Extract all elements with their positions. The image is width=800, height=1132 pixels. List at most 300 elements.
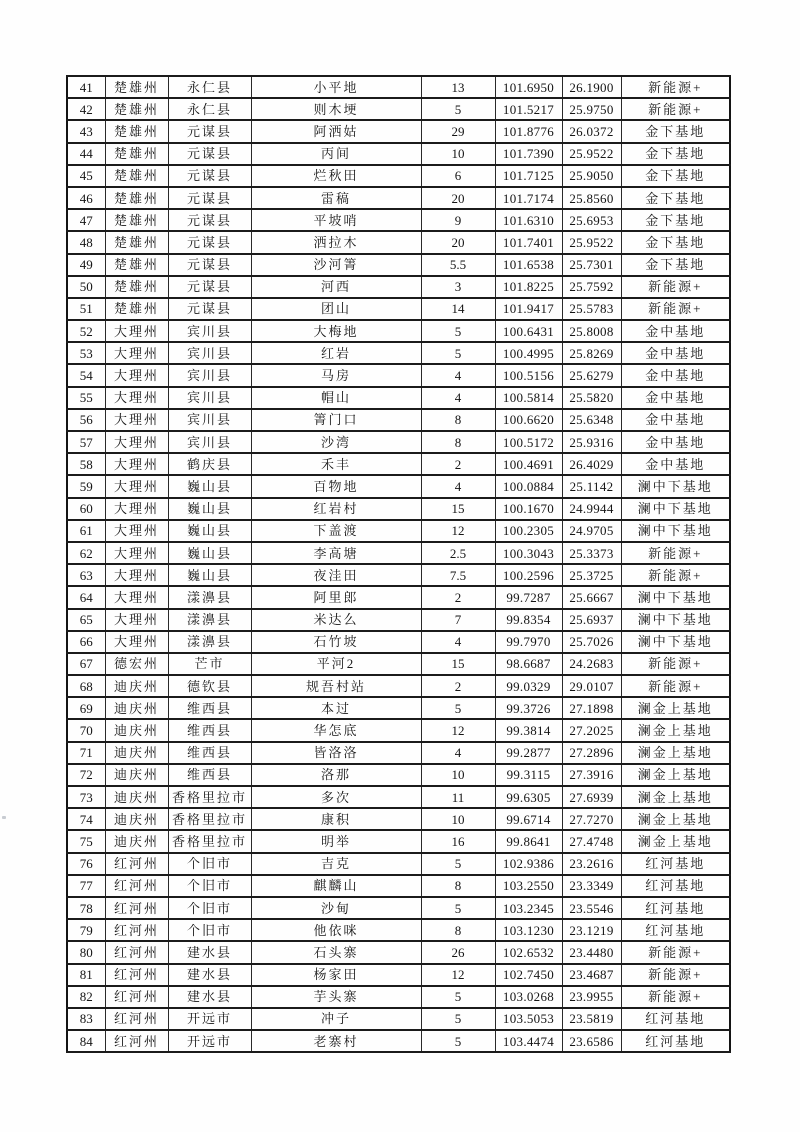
cell-latitude: 23.5819 [562, 1008, 621, 1030]
cell-capacity: 4 [421, 475, 495, 497]
cell-latitude: 23.2616 [562, 853, 621, 875]
cell-capacity: 13 [421, 76, 495, 98]
cell-prefecture: 红河州 [105, 986, 168, 1008]
cell-longitude: 101.7174 [495, 187, 562, 209]
cell-site-name: 河西 [251, 276, 421, 298]
cell-longitude: 100.1670 [495, 498, 562, 520]
cell-latitude: 25.5820 [562, 387, 621, 409]
cell-site-name: 沙湾 [251, 431, 421, 453]
cell-prefecture: 红河州 [105, 853, 168, 875]
cell-latitude: 26.0372 [562, 120, 621, 142]
cell-row-number: 76 [67, 853, 105, 875]
cell-latitude: 25.9050 [562, 165, 621, 187]
cell-category: 金下基地 [621, 143, 730, 165]
cell-capacity: 8 [421, 431, 495, 453]
cell-prefecture: 红河州 [105, 897, 168, 919]
cell-prefecture: 大理州 [105, 364, 168, 386]
cell-capacity: 10 [421, 143, 495, 165]
table-row [67, 808, 730, 830]
cell-site-name: 规吾村站 [251, 675, 421, 697]
cell-site-name: 小平地 [251, 76, 421, 98]
cell-capacity: 9 [421, 209, 495, 231]
cell-category: 新能源+ [621, 653, 730, 675]
cell-longitude: 101.8776 [495, 120, 562, 142]
table-row [67, 320, 730, 342]
cell-capacity: 4 [421, 631, 495, 653]
cell-site-name: 皆洛洛 [251, 742, 421, 764]
cell-prefecture: 大理州 [105, 320, 168, 342]
cell-row-number: 70 [67, 719, 105, 741]
cell-row-number: 59 [67, 475, 105, 497]
table-row [67, 98, 730, 120]
cell-site-name: 红岩村 [251, 498, 421, 520]
cell-prefecture: 红河州 [105, 964, 168, 986]
cell-latitude: 24.9705 [562, 520, 621, 542]
cell-latitude: 23.4687 [562, 964, 621, 986]
cell-latitude: 23.4480 [562, 941, 621, 963]
cell-latitude: 23.1219 [562, 919, 621, 941]
cell-longitude: 100.5172 [495, 431, 562, 453]
cell-latitude: 27.4748 [562, 830, 621, 852]
cell-site-name: 石竹坡 [251, 631, 421, 653]
cell-row-number: 50 [67, 276, 105, 298]
cell-site-name: 洛那 [251, 764, 421, 786]
cell-category: 金中基地 [621, 342, 730, 364]
cell-category: 新能源+ [621, 941, 730, 963]
cell-site-name: 李高塘 [251, 542, 421, 564]
cell-site-name: 康积 [251, 808, 421, 830]
cell-site-name: 夜洼田 [251, 564, 421, 586]
cell-row-number: 67 [67, 653, 105, 675]
cell-site-name: 百物地 [251, 475, 421, 497]
cell-longitude: 99.7970 [495, 631, 562, 653]
cell-latitude: 27.6939 [562, 786, 621, 808]
cell-capacity: 20 [421, 187, 495, 209]
cell-category: 澜中下基地 [621, 609, 730, 631]
cell-latitude: 25.1142 [562, 475, 621, 497]
table-row [67, 897, 730, 919]
cell-category: 澜金上基地 [621, 764, 730, 786]
cell-site-name: 帽山 [251, 387, 421, 409]
cell-site-name: 石头寨 [251, 941, 421, 963]
cell-longitude: 100.6431 [495, 320, 562, 342]
cell-row-number: 45 [67, 165, 105, 187]
cell-longitude: 103.2345 [495, 897, 562, 919]
cell-latitude: 23.9955 [562, 986, 621, 1008]
cell-latitude: 27.2896 [562, 742, 621, 764]
cell-row-number: 74 [67, 808, 105, 830]
cell-site-name: 沙河箐 [251, 254, 421, 276]
cell-capacity: 5 [421, 1008, 495, 1030]
cell-prefecture: 楚雄州 [105, 254, 168, 276]
cell-county: 元谋县 [168, 254, 251, 276]
cell-capacity: 15 [421, 653, 495, 675]
cell-row-number: 46 [67, 187, 105, 209]
cell-latitude: 27.7270 [562, 808, 621, 830]
table-row [67, 564, 730, 586]
cell-row-number: 51 [67, 298, 105, 320]
table-row [67, 276, 730, 298]
cell-capacity: 12 [421, 719, 495, 741]
cell-category: 红河基地 [621, 1008, 730, 1030]
cell-capacity: 16 [421, 830, 495, 852]
cell-county: 香格里拉市 [168, 808, 251, 830]
cell-prefecture: 楚雄州 [105, 276, 168, 298]
cell-latitude: 25.7592 [562, 276, 621, 298]
cell-row-number: 77 [67, 875, 105, 897]
table-row [67, 453, 730, 475]
cell-capacity: 5 [421, 98, 495, 120]
cell-row-number: 82 [67, 986, 105, 1008]
cell-capacity: 4 [421, 364, 495, 386]
cell-category: 新能源+ [621, 964, 730, 986]
cell-county: 元谋县 [168, 187, 251, 209]
cell-longitude: 100.5814 [495, 387, 562, 409]
cell-capacity: 2 [421, 675, 495, 697]
cell-longitude: 101.6538 [495, 254, 562, 276]
cell-row-number: 42 [67, 98, 105, 120]
cell-county: 鹤庆县 [168, 453, 251, 475]
table-row [67, 986, 730, 1008]
cell-prefecture: 楚雄州 [105, 76, 168, 98]
cell-longitude: 101.6950 [495, 76, 562, 98]
cell-row-number: 62 [67, 542, 105, 564]
cell-row-number: 49 [67, 254, 105, 276]
cell-row-number: 44 [67, 143, 105, 165]
cell-prefecture: 楚雄州 [105, 209, 168, 231]
cell-capacity: 2 [421, 586, 495, 608]
cell-county: 个旧市 [168, 853, 251, 875]
cell-category: 新能源+ [621, 298, 730, 320]
cell-row-number: 47 [67, 209, 105, 231]
cell-prefecture: 楚雄州 [105, 187, 168, 209]
cell-row-number: 48 [67, 231, 105, 253]
cell-site-name: 老寨村 [251, 1030, 421, 1052]
cell-latitude: 25.7301 [562, 254, 621, 276]
cell-latitude: 27.1898 [562, 697, 621, 719]
cell-county: 建水县 [168, 986, 251, 1008]
cell-county: 个旧市 [168, 897, 251, 919]
table-row [67, 298, 730, 320]
cell-latitude: 26.1900 [562, 76, 621, 98]
cell-category: 红河基地 [621, 1030, 730, 1052]
table-row [67, 675, 730, 697]
cell-capacity: 5 [421, 1030, 495, 1052]
cell-latitude: 23.5546 [562, 897, 621, 919]
cell-longitude: 100.2305 [495, 520, 562, 542]
cell-prefecture: 迪庆州 [105, 764, 168, 786]
cell-category: 红河基地 [621, 897, 730, 919]
cell-category: 澜中下基地 [621, 520, 730, 542]
cell-prefecture: 大理州 [105, 475, 168, 497]
cell-row-number: 57 [67, 431, 105, 453]
cell-prefecture: 红河州 [105, 875, 168, 897]
cell-site-name: 阿洒姑 [251, 120, 421, 142]
cell-county: 元谋县 [168, 120, 251, 142]
cell-site-name: 平河2 [251, 653, 421, 675]
cell-prefecture: 迪庆州 [105, 719, 168, 741]
cell-county: 宾川县 [168, 364, 251, 386]
cell-county: 维西县 [168, 742, 251, 764]
cell-county: 巍山县 [168, 475, 251, 497]
cell-site-name: 他依咪 [251, 919, 421, 941]
cell-longitude: 99.6305 [495, 786, 562, 808]
cell-county: 宾川县 [168, 342, 251, 364]
cell-row-number: 58 [67, 453, 105, 475]
cell-category: 澜金上基地 [621, 808, 730, 830]
cell-row-number: 68 [67, 675, 105, 697]
cell-county: 永仁县 [168, 76, 251, 98]
cell-site-name: 平坡哨 [251, 209, 421, 231]
cell-latitude: 25.6279 [562, 364, 621, 386]
cell-category: 新能源+ [621, 986, 730, 1008]
cell-prefecture: 大理州 [105, 586, 168, 608]
cell-site-name: 雷稿 [251, 187, 421, 209]
table-row [67, 1030, 730, 1052]
cell-capacity: 4 [421, 387, 495, 409]
table-row [67, 342, 730, 364]
cell-row-number: 83 [67, 1008, 105, 1030]
cell-row-number: 64 [67, 586, 105, 608]
cell-site-name: 米达么 [251, 609, 421, 631]
cell-category: 金下基地 [621, 187, 730, 209]
cell-capacity: 2 [421, 453, 495, 475]
cell-prefecture: 楚雄州 [105, 231, 168, 253]
cell-county: 元谋县 [168, 276, 251, 298]
cell-site-name: 芋头寨 [251, 986, 421, 1008]
stations-table [66, 75, 731, 1053]
cell-latitude: 25.9316 [562, 431, 621, 453]
table-row [67, 76, 730, 98]
cell-category: 金下基地 [621, 231, 730, 253]
cell-category: 金中基地 [621, 320, 730, 342]
cell-capacity: 5 [421, 897, 495, 919]
cell-county: 巍山县 [168, 520, 251, 542]
cell-longitude: 103.0268 [495, 986, 562, 1008]
cell-category: 澜金上基地 [621, 697, 730, 719]
cell-prefecture: 大理州 [105, 431, 168, 453]
table-row [67, 719, 730, 741]
cell-category: 金中基地 [621, 453, 730, 475]
cell-category: 金中基地 [621, 431, 730, 453]
cell-prefecture: 大理州 [105, 498, 168, 520]
cell-prefecture: 迪庆州 [105, 830, 168, 852]
cell-prefecture: 楚雄州 [105, 298, 168, 320]
table-row [67, 120, 730, 142]
cell-longitude: 101.6310 [495, 209, 562, 231]
cell-longitude: 100.2596 [495, 564, 562, 586]
table-row [67, 409, 730, 431]
cell-prefecture: 红河州 [105, 919, 168, 941]
cell-county: 元谋县 [168, 165, 251, 187]
cell-row-number: 71 [67, 742, 105, 764]
cell-longitude: 100.3043 [495, 542, 562, 564]
cell-longitude: 101.9417 [495, 298, 562, 320]
cell-capacity: 2.5 [421, 542, 495, 564]
cell-row-number: 56 [67, 409, 105, 431]
table-row [67, 786, 730, 808]
cell-site-name: 则木埂 [251, 98, 421, 120]
cell-category: 金下基地 [621, 120, 730, 142]
cell-county: 宾川县 [168, 387, 251, 409]
cell-latitude: 25.3725 [562, 564, 621, 586]
cell-latitude: 25.8008 [562, 320, 621, 342]
cell-prefecture: 迪庆州 [105, 808, 168, 830]
cell-latitude: 25.8560 [562, 187, 621, 209]
cell-category: 澜中下基地 [621, 498, 730, 520]
cell-site-name: 杨家田 [251, 964, 421, 986]
cell-longitude: 99.2877 [495, 742, 562, 764]
cell-capacity: 14 [421, 298, 495, 320]
cell-latitude: 23.6586 [562, 1030, 621, 1052]
table-row [67, 209, 730, 231]
table-row [67, 586, 730, 608]
cell-prefecture: 红河州 [105, 1008, 168, 1030]
cell-category: 红河基地 [621, 875, 730, 897]
cell-site-name: 华怎底 [251, 719, 421, 741]
cell-longitude: 99.8641 [495, 830, 562, 852]
cell-category: 红河基地 [621, 853, 730, 875]
cell-row-number: 43 [67, 120, 105, 142]
cell-site-name: 红岩 [251, 342, 421, 364]
cell-longitude: 101.7125 [495, 165, 562, 187]
table-row [67, 520, 730, 542]
cell-capacity: 5 [421, 342, 495, 364]
table-row [67, 431, 730, 453]
cell-longitude: 100.5156 [495, 364, 562, 386]
table-row [67, 231, 730, 253]
cell-capacity: 5 [421, 986, 495, 1008]
cell-site-name: 麒麟山 [251, 875, 421, 897]
table-row [67, 609, 730, 631]
cell-longitude: 99.3814 [495, 719, 562, 741]
cell-site-name: 大梅地 [251, 320, 421, 342]
cell-prefecture: 红河州 [105, 1030, 168, 1052]
cell-county: 巍山县 [168, 564, 251, 586]
cell-county: 宾川县 [168, 431, 251, 453]
cell-row-number: 60 [67, 498, 105, 520]
table-row [67, 143, 730, 165]
cell-county: 香格里拉市 [168, 786, 251, 808]
cell-county: 漾濞县 [168, 631, 251, 653]
cell-capacity: 8 [421, 919, 495, 941]
cell-category: 新能源+ [621, 564, 730, 586]
cell-longitude: 100.0884 [495, 475, 562, 497]
cell-site-name: 团山 [251, 298, 421, 320]
cell-row-number: 81 [67, 964, 105, 986]
cell-row-number: 72 [67, 764, 105, 786]
cell-prefecture: 大理州 [105, 342, 168, 364]
cell-latitude: 23.3349 [562, 875, 621, 897]
cell-county: 元谋县 [168, 209, 251, 231]
cell-row-number: 52 [67, 320, 105, 342]
cell-longitude: 102.9386 [495, 853, 562, 875]
cell-county: 芒市 [168, 653, 251, 675]
cell-prefecture: 大理州 [105, 564, 168, 586]
cell-site-name: 本过 [251, 697, 421, 719]
cell-site-name: 沙甸 [251, 897, 421, 919]
cell-latitude: 27.3916 [562, 764, 621, 786]
cell-longitude: 101.5217 [495, 98, 562, 120]
cell-site-name: 洒拉木 [251, 231, 421, 253]
cell-capacity: 20 [421, 231, 495, 253]
cell-category: 红河基地 [621, 919, 730, 941]
cell-capacity: 12 [421, 964, 495, 986]
cell-latitude: 25.7026 [562, 631, 621, 653]
cell-county: 巍山县 [168, 498, 251, 520]
cell-capacity: 11 [421, 786, 495, 808]
cell-county: 开远市 [168, 1030, 251, 1052]
cell-longitude: 99.3115 [495, 764, 562, 786]
cell-category: 澜中下基地 [621, 475, 730, 497]
cell-prefecture: 德宏州 [105, 653, 168, 675]
cell-row-number: 69 [67, 697, 105, 719]
cell-row-number: 80 [67, 941, 105, 963]
cell-county: 个旧市 [168, 875, 251, 897]
cell-row-number: 55 [67, 387, 105, 409]
cell-county: 漾濞县 [168, 609, 251, 631]
cell-row-number: 61 [67, 520, 105, 542]
cell-category: 澜金上基地 [621, 786, 730, 808]
cell-category: 澜金上基地 [621, 830, 730, 852]
cell-county: 开远市 [168, 1008, 251, 1030]
cell-latitude: 25.6953 [562, 209, 621, 231]
cell-longitude: 99.6714 [495, 808, 562, 830]
cell-category: 金下基地 [621, 254, 730, 276]
table-row [67, 697, 730, 719]
cell-row-number: 53 [67, 342, 105, 364]
cell-county: 个旧市 [168, 919, 251, 941]
cell-category: 澜中下基地 [621, 586, 730, 608]
cell-longitude: 103.4474 [495, 1030, 562, 1052]
cell-capacity: 26 [421, 941, 495, 963]
cell-site-name: 烂秋田 [251, 165, 421, 187]
cell-category: 澜中下基地 [621, 631, 730, 653]
cell-county: 维西县 [168, 697, 251, 719]
cell-category: 新能源+ [621, 276, 730, 298]
table-row [67, 631, 730, 653]
cell-category: 新能源+ [621, 675, 730, 697]
cell-row-number: 79 [67, 919, 105, 941]
cell-prefecture: 大理州 [105, 453, 168, 475]
cell-county: 维西县 [168, 764, 251, 786]
cell-prefecture: 大理州 [105, 631, 168, 653]
cell-latitude: 27.2025 [562, 719, 621, 741]
cell-prefecture: 红河州 [105, 941, 168, 963]
cell-prefecture: 楚雄州 [105, 165, 168, 187]
cell-longitude: 103.2550 [495, 875, 562, 897]
cell-latitude: 25.6348 [562, 409, 621, 431]
cell-category: 新能源+ [621, 98, 730, 120]
cell-county: 永仁县 [168, 98, 251, 120]
cell-site-name: 马房 [251, 364, 421, 386]
cell-row-number: 66 [67, 631, 105, 653]
table-row [67, 187, 730, 209]
stations-table-body [67, 76, 730, 1052]
cell-site-name: 禾丰 [251, 453, 421, 475]
cell-longitude: 99.3726 [495, 697, 562, 719]
cell-capacity: 7 [421, 609, 495, 631]
cell-longitude: 101.7401 [495, 231, 562, 253]
cell-capacity: 7.5 [421, 564, 495, 586]
cell-latitude: 25.9750 [562, 98, 621, 120]
cell-county: 德钦县 [168, 675, 251, 697]
table-row [67, 964, 730, 986]
cell-county: 建水县 [168, 964, 251, 986]
cell-row-number: 84 [67, 1030, 105, 1052]
cell-county: 巍山县 [168, 542, 251, 564]
cell-latitude: 25.8269 [562, 342, 621, 364]
